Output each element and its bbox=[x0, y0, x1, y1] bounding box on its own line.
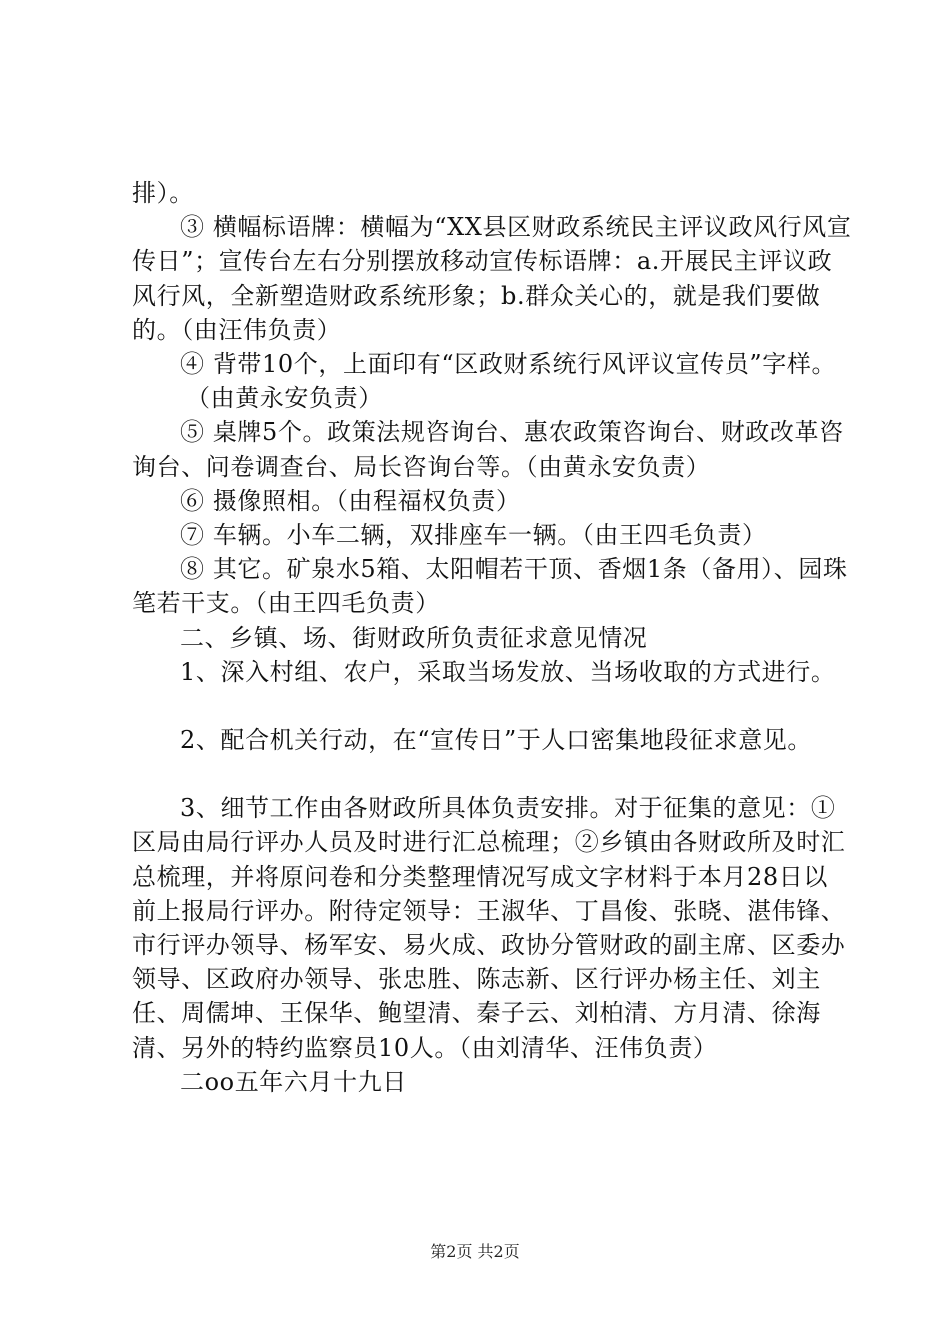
paragraph-sashes-owner: （由黄永安负责） bbox=[186, 384, 383, 413]
paragraph-table-signs: ⑤ 桌牌5个。政策法规咨询台、惠农政策咨询台、财政改革咨询台、问卷调查台、局长咨询台等。（由黄永安负责） bbox=[132, 418, 844, 481]
paragraph-photography: ⑥ 摄像照相。（由程福权负责） bbox=[180, 486, 521, 515]
paragraph-item-3: 3、细节工作由各财政所具体负责安排。对于征集的意见：①区局由局行评办人员及时进行汇总梳理；②乡镇由各财政所及时汇总梳理，并将原问卷和分类整理情况写成文字材料于本月28日以前上报局行评办。附待定领导：王淑华、丁昌俊、张晓、湛伟锋、市行评办领导、杨军安、易火成、政协分管财政的副主席、区委办领导、区政府办领导、张忠胜、陈志新、区行评办杨主任、刘主任、周儒坤、王保华、鲍望清、秦子云、刘柏清、方月清、徐海清、另外的特约监察员10人。（由刘清华、汪伟负责） bbox=[132, 794, 846, 1062]
paragraph-item-2: 2、配合机关行动，在“宣传日”于人口密集地段征求意见。 bbox=[180, 726, 813, 755]
document-date: 二oo五年六月十九日 bbox=[180, 1067, 407, 1096]
paragraph-vehicles: ⑦ 车辆。小车二辆，双排座车一辆。（由王四毛负责） bbox=[180, 521, 767, 550]
section-heading-township: 二、乡镇、场、街财政所负责征求意见情况 bbox=[180, 623, 648, 652]
paragraph-banner-slogan: ③ 横幅标语牌：横幅为“XX县区财政系统民主评议政风行风宣传日”；宣传台左右分别摆放移动宣传标语牌：a.开展民主评议政风行风，全新塑造财政系统形象；b.群众关心的，就是我们要做的。（由汪伟负责） bbox=[132, 213, 852, 344]
page-number-footer: 第2页 共2页 bbox=[430, 1242, 520, 1261]
document-body bbox=[132, 176, 852, 1099]
paragraph-sashes: ④ 背带10个，上面印有“区政财系统行风评议宣传员”字样。 bbox=[180, 350, 837, 379]
paragraph-continuation: 排）。 bbox=[132, 179, 194, 207]
paragraph-other-supplies: ⑧ 其它。矿泉水5箱、太阳帽若干顶、香烟1条（备用）、园珠笔若干支。（由王四毛负责） bbox=[132, 555, 848, 618]
paragraph-item-1: 1、深入村组、农户，采取当场发放、当场收取的方式进行。 bbox=[180, 657, 836, 686]
